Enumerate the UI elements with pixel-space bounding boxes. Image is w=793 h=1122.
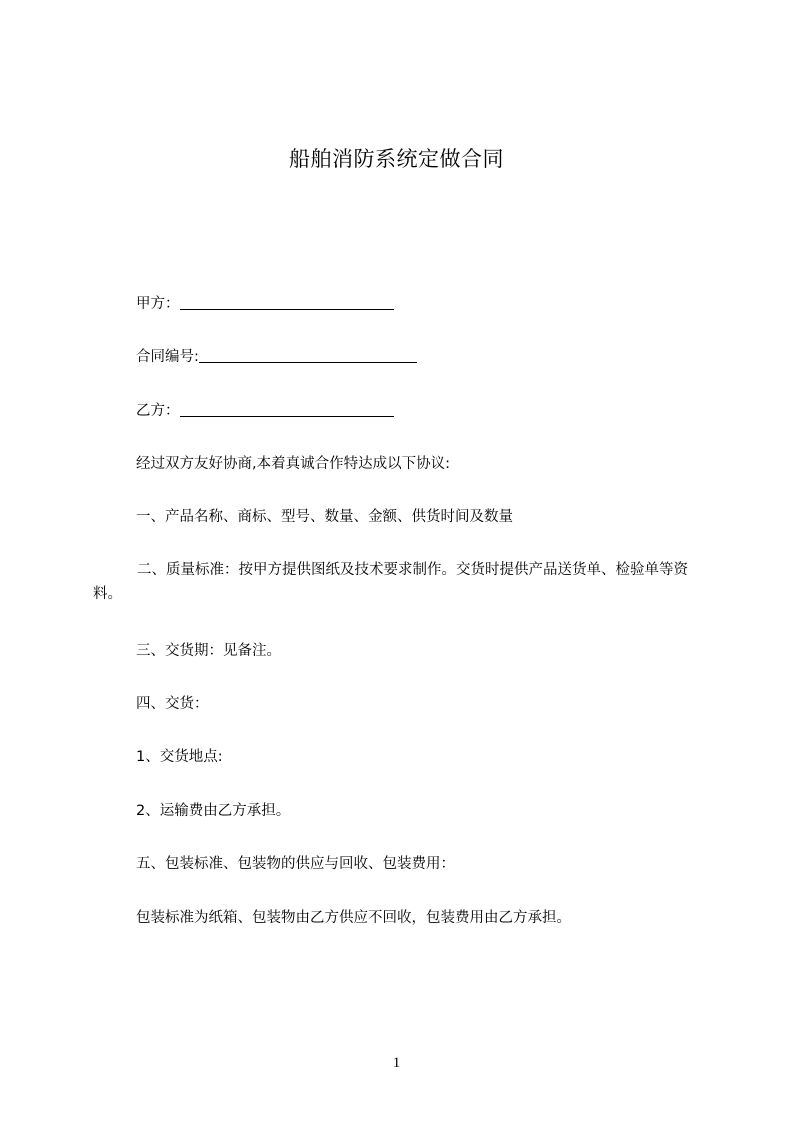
clause-5: 五、包装标准、包装物的供应与回收、包装费用：: [136, 856, 455, 872]
party-a-line: [136, 292, 394, 313]
party-b-line: [136, 399, 394, 420]
clause-1: 一、产品名称、商标、型号、数量、金额、供货时间及数量: [136, 509, 513, 525]
clause-4-1: 1、交货地点:: [136, 749, 223, 765]
party-b-label: 乙方：: [136, 403, 180, 419]
contract-number-label: 合同编号:: [136, 349, 199, 365]
document-title: 船舶消防系统定做合同: [289, 147, 504, 171]
clause-5-text: 包装标准为纸箱、包装物由乙方供应不回收，包装费用由乙方承担。: [136, 910, 571, 926]
intro-text: 经过双方友好协商,本着真诚合作特达成以下协议:: [136, 456, 450, 472]
party-a-blank: [180, 294, 394, 310]
party-a-label: 甲方：: [136, 296, 180, 312]
clause-3: 三、交货期：见备注。: [136, 643, 281, 659]
contract-number-blank: [199, 347, 417, 363]
page-number: 1: [392, 1055, 401, 1071]
contract-number-line: [136, 345, 417, 366]
clause-4: 四、交货：: [136, 696, 209, 712]
party-b-blank: [180, 401, 394, 417]
clause-2: 二、质量标准：按甲方提供图纸及技术要求制作。交货时提供产品送货单、检验单等资料。: [93, 562, 688, 602]
clause-4-2: 2、运输费由乙方承担。: [136, 803, 291, 819]
